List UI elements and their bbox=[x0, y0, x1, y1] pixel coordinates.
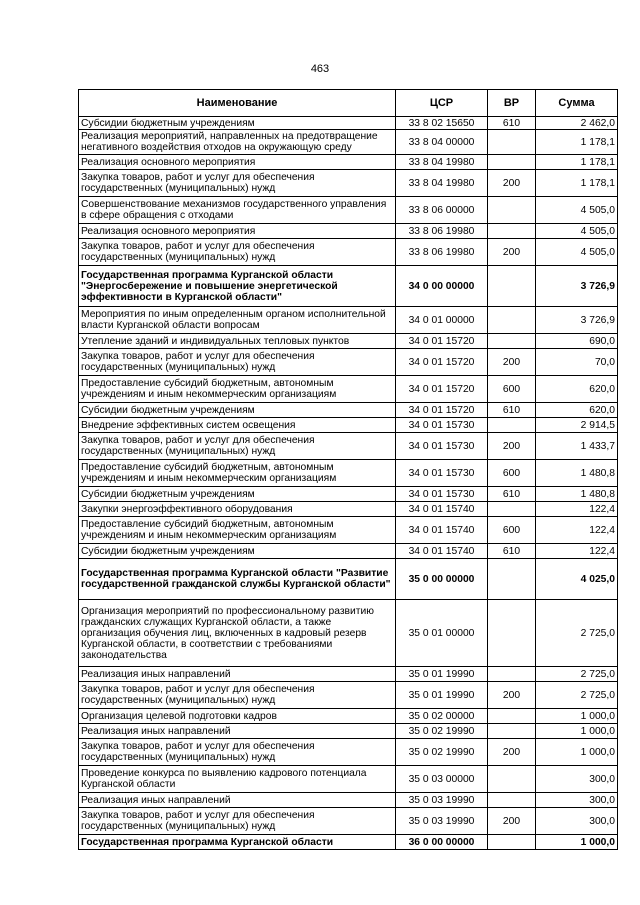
cell-csr: 35 0 03 19990 bbox=[396, 793, 488, 808]
cell-sum: 2 725,0 bbox=[536, 682, 618, 709]
cell-csr: 34 0 01 15740 bbox=[396, 544, 488, 559]
cell-name: Закупка товаров, работ и услуг для обеспечения государственных (муниципальных) нужд bbox=[79, 433, 396, 460]
cell-name: Реализация основного мероприятия bbox=[79, 155, 396, 170]
cell-vr bbox=[488, 334, 536, 349]
cell-vr bbox=[488, 667, 536, 682]
table-row bbox=[79, 793, 618, 808]
cell-sum: 122,4 bbox=[536, 502, 618, 517]
table-row bbox=[79, 709, 618, 724]
cell-name: Предоставление субсидий бюджетным, автономным учреждениям и иным некоммерческим организациям bbox=[79, 460, 396, 487]
header-name: Наименование bbox=[79, 90, 396, 117]
table-row bbox=[79, 682, 618, 709]
cell-name: Проведение конкурса по выявлению кадрового потенциала Курганской области bbox=[79, 766, 396, 793]
cell-vr bbox=[488, 835, 536, 850]
cell-name: Предоставление субсидий бюджетным, автономным учреждениям и иным некоммерческим организациям bbox=[79, 517, 396, 544]
cell-csr: 33 8 04 19980 bbox=[396, 155, 488, 170]
cell-sum: 2 914,5 bbox=[536, 418, 618, 433]
budget-table bbox=[78, 89, 618, 850]
cell-name: Предоставление субсидий бюджетным, автономным учреждениям и иным некоммерческим организациям bbox=[79, 376, 396, 403]
cell-csr: 34 0 01 00000 bbox=[396, 307, 488, 334]
cell-sum: 122,4 bbox=[536, 517, 618, 544]
cell-sum: 620,0 bbox=[536, 376, 618, 403]
cell-name: Организация мероприятий по профессиональному развитию гражданских служащих Курганской области, а также организация обучения лиц, включенных в кадровый резерв Курганской области, в соответствии с требованиями законодательства bbox=[79, 600, 396, 667]
cell-csr: 35 0 01 00000 bbox=[396, 600, 488, 667]
cell-vr bbox=[488, 502, 536, 517]
cell-sum: 1 178,1 bbox=[536, 170, 618, 197]
cell-sum: 1 000,0 bbox=[536, 709, 618, 724]
cell-name: Внедрение эффективных систем освещения bbox=[79, 418, 396, 433]
cell-name: Реализация мероприятий, направленных на предотвращение негативного воздействия отходов на окружающую среду bbox=[79, 130, 396, 155]
cell-sum: 300,0 bbox=[536, 793, 618, 808]
cell-vr bbox=[488, 418, 536, 433]
table-row bbox=[79, 376, 618, 403]
table-header-row bbox=[79, 90, 618, 117]
cell-vr: 200 bbox=[488, 808, 536, 835]
cell-vr: 200 bbox=[488, 433, 536, 460]
cell-sum: 4 025,0 bbox=[536, 559, 618, 600]
cell-vr: 610 bbox=[488, 544, 536, 559]
cell-csr: 33 8 04 19980 bbox=[396, 170, 488, 197]
table-row bbox=[79, 239, 618, 266]
cell-csr: 36 0 00 00000 bbox=[396, 835, 488, 850]
table-row bbox=[79, 349, 618, 376]
cell-csr: 34 0 01 15730 bbox=[396, 433, 488, 460]
cell-name: Субсидии бюджетным учреждениям bbox=[79, 403, 396, 418]
cell-vr bbox=[488, 559, 536, 600]
cell-vr bbox=[488, 709, 536, 724]
table-row bbox=[79, 155, 618, 170]
cell-name: Реализация основного мероприятия bbox=[79, 224, 396, 239]
header-vr: ВР bbox=[488, 90, 536, 117]
table-row bbox=[79, 559, 618, 600]
cell-csr: 33 8 06 19980 bbox=[396, 224, 488, 239]
table-row bbox=[79, 334, 618, 349]
cell-vr bbox=[488, 224, 536, 239]
cell-sum: 1 178,1 bbox=[536, 155, 618, 170]
cell-vr: 610 bbox=[488, 117, 536, 130]
table-row bbox=[79, 739, 618, 766]
header-csr: ЦСР bbox=[396, 90, 488, 117]
cell-vr bbox=[488, 197, 536, 224]
cell-name: Субсидии бюджетным учреждениям bbox=[79, 487, 396, 502]
cell-csr: 35 0 02 19990 bbox=[396, 739, 488, 766]
cell-name: Закупка товаров, работ и услуг для обеспечения государственных (муниципальных) нужд bbox=[79, 682, 396, 709]
cell-name: Закупка товаров, работ и услуг для обеспечения государственных (муниципальных) нужд bbox=[79, 739, 396, 766]
cell-name: Закупка товаров, работ и услуг для обеспечения государственных (муниципальных) нужд bbox=[79, 170, 396, 197]
table-row bbox=[79, 170, 618, 197]
cell-csr: 34 0 01 15730 bbox=[396, 487, 488, 502]
cell-vr bbox=[488, 266, 536, 307]
cell-vr: 600 bbox=[488, 517, 536, 544]
cell-sum: 3 726,9 bbox=[536, 307, 618, 334]
cell-sum: 690,0 bbox=[536, 334, 618, 349]
table-row bbox=[79, 487, 618, 502]
cell-vr bbox=[488, 766, 536, 793]
cell-name: Реализация иных направлений bbox=[79, 667, 396, 682]
table-row bbox=[79, 835, 618, 850]
cell-sum: 620,0 bbox=[536, 403, 618, 418]
table-row bbox=[79, 266, 618, 307]
table-row bbox=[79, 544, 618, 559]
cell-csr: 35 0 01 19990 bbox=[396, 682, 488, 709]
table-row bbox=[79, 130, 618, 155]
cell-vr: 200 bbox=[488, 739, 536, 766]
cell-csr: 34 0 01 15740 bbox=[396, 517, 488, 544]
cell-sum: 3 726,9 bbox=[536, 266, 618, 307]
table-row bbox=[79, 724, 618, 739]
cell-name: Закупки энергоэффективного оборудования bbox=[79, 502, 396, 517]
cell-vr: 610 bbox=[488, 487, 536, 502]
cell-csr: 34 0 01 15720 bbox=[396, 403, 488, 418]
cell-name: Совершенствование механизмов государственного управления в сфере обращения с отходами bbox=[79, 197, 396, 224]
cell-sum: 70,0 bbox=[536, 349, 618, 376]
cell-vr bbox=[488, 793, 536, 808]
cell-sum: 1 433,7 bbox=[536, 433, 618, 460]
cell-csr: 34 0 01 15720 bbox=[396, 376, 488, 403]
cell-vr: 610 bbox=[488, 403, 536, 418]
cell-name: Закупка товаров, работ и услуг для обеспечения государственных (муниципальных) нужд bbox=[79, 239, 396, 266]
cell-csr: 34 0 01 15720 bbox=[396, 334, 488, 349]
cell-csr: 34 0 01 15730 bbox=[396, 418, 488, 433]
cell-name: Реализация иных направлений bbox=[79, 793, 396, 808]
cell-sum: 1 000,0 bbox=[536, 739, 618, 766]
cell-vr bbox=[488, 130, 536, 155]
cell-vr: 600 bbox=[488, 460, 536, 487]
cell-name: Закупка товаров, работ и услуг для обеспечения государственных (муниципальных) нужд bbox=[79, 349, 396, 376]
cell-sum: 122,4 bbox=[536, 544, 618, 559]
cell-csr: 35 0 02 19990 bbox=[396, 724, 488, 739]
cell-name: Организация целевой подготовки кадров bbox=[79, 709, 396, 724]
table-row bbox=[79, 433, 618, 460]
cell-csr: 33 8 06 19980 bbox=[396, 239, 488, 266]
cell-name: Мероприятия по иным определенным органом исполнительной власти Курганской области вопросам bbox=[79, 307, 396, 334]
cell-sum: 1 000,0 bbox=[536, 835, 618, 850]
cell-sum: 4 505,0 bbox=[536, 224, 618, 239]
cell-sum: 300,0 bbox=[536, 808, 618, 835]
cell-name: Реализация иных направлений bbox=[79, 724, 396, 739]
cell-vr: 600 bbox=[488, 376, 536, 403]
cell-name: Субсидии бюджетным учреждениям bbox=[79, 544, 396, 559]
table-row bbox=[79, 460, 618, 487]
cell-csr: 35 0 02 00000 bbox=[396, 709, 488, 724]
cell-sum: 2 462,0 bbox=[536, 117, 618, 130]
cell-name: Государственная программа Курганской области "Энергосбережение и повышение энергетической эффективности в Курганской области" bbox=[79, 266, 396, 307]
table-row bbox=[79, 403, 618, 418]
cell-sum: 1 178,1 bbox=[536, 130, 618, 155]
cell-name: Государственная программа Курганской области "Развитие государственной гражданской службы Курганской области" bbox=[79, 559, 396, 600]
table-row bbox=[79, 197, 618, 224]
cell-vr: 200 bbox=[488, 239, 536, 266]
cell-name: Закупка товаров, работ и услуг для обеспечения государственных (муниципальных) нужд bbox=[79, 808, 396, 835]
cell-csr: 35 0 01 19990 bbox=[396, 667, 488, 682]
cell-vr: 200 bbox=[488, 349, 536, 376]
cell-csr: 35 0 03 00000 bbox=[396, 766, 488, 793]
cell-csr: 35 0 00 00000 bbox=[396, 559, 488, 600]
table-row bbox=[79, 117, 618, 130]
cell-vr bbox=[488, 600, 536, 667]
table-row bbox=[79, 517, 618, 544]
cell-vr: 200 bbox=[488, 682, 536, 709]
cell-csr: 33 8 02 15650 bbox=[396, 117, 488, 130]
table-row bbox=[79, 766, 618, 793]
table-row bbox=[79, 808, 618, 835]
cell-sum: 300,0 bbox=[536, 766, 618, 793]
cell-sum: 1 000,0 bbox=[536, 724, 618, 739]
cell-sum: 1 480,8 bbox=[536, 487, 618, 502]
cell-sum: 4 505,0 bbox=[536, 197, 618, 224]
cell-csr: 34 0 01 15730 bbox=[396, 460, 488, 487]
cell-name: Утепление зданий и индивидуальных тепловых пунктов bbox=[79, 334, 396, 349]
cell-vr: 200 bbox=[488, 170, 536, 197]
table-row bbox=[79, 502, 618, 517]
table-row bbox=[79, 224, 618, 239]
cell-vr bbox=[488, 155, 536, 170]
table-row bbox=[79, 667, 618, 682]
table-row bbox=[79, 600, 618, 667]
table-row bbox=[79, 418, 618, 433]
cell-sum: 1 480,8 bbox=[536, 460, 618, 487]
cell-csr: 34 0 01 15720 bbox=[396, 349, 488, 376]
cell-vr bbox=[488, 307, 536, 334]
page-number: 463 bbox=[310, 63, 330, 75]
cell-csr: 33 8 06 00000 bbox=[396, 197, 488, 224]
table-row bbox=[79, 307, 618, 334]
table-body bbox=[79, 117, 618, 850]
cell-name: Субсидии бюджетным учреждениям bbox=[79, 117, 396, 130]
cell-csr: 34 0 01 15740 bbox=[396, 502, 488, 517]
cell-sum: 2 725,0 bbox=[536, 600, 618, 667]
cell-csr: 33 8 04 00000 bbox=[396, 130, 488, 155]
header-sum: Сумма bbox=[536, 90, 618, 117]
cell-name: Государственная программа Курганской области bbox=[79, 835, 396, 850]
cell-csr: 34 0 00 00000 bbox=[396, 266, 488, 307]
cell-sum: 2 725,0 bbox=[536, 667, 618, 682]
cell-sum: 4 505,0 bbox=[536, 239, 618, 266]
cell-csr: 35 0 03 19990 bbox=[396, 808, 488, 835]
cell-vr bbox=[488, 724, 536, 739]
